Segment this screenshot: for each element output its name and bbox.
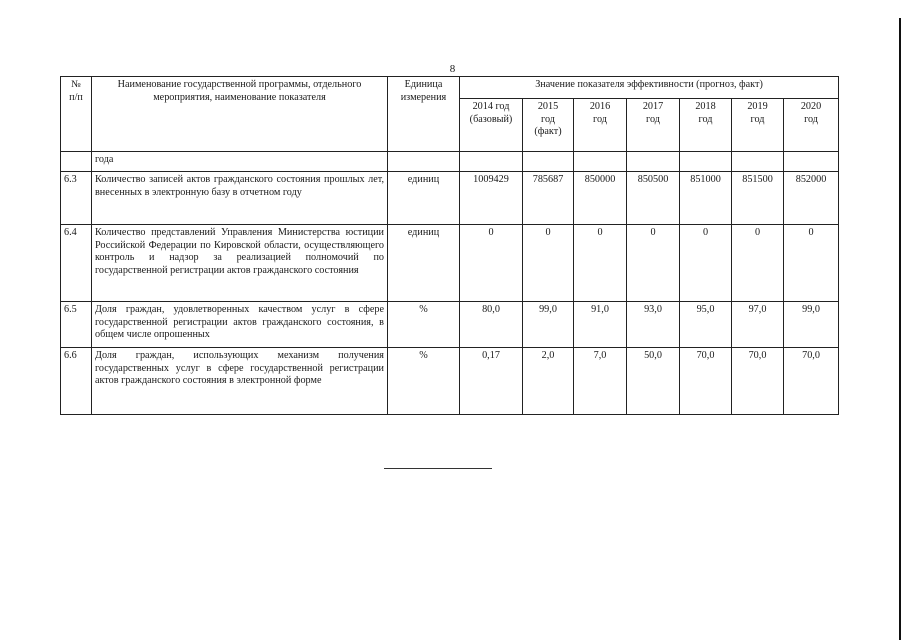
row-value: 785687 xyxy=(523,172,574,225)
row-value: 0,17 xyxy=(460,348,523,415)
header-year-2020: 2020 год xyxy=(784,99,839,152)
row-value xyxy=(627,152,680,172)
end-divider xyxy=(384,468,492,469)
row-value: 93,0 xyxy=(627,302,680,348)
row-value: 0 xyxy=(732,225,784,302)
scan-edge-line xyxy=(899,18,901,640)
row-value: 851000 xyxy=(680,172,732,225)
table-row xyxy=(61,152,839,172)
header-year-2015: 2015 год (факт) xyxy=(523,99,574,152)
row-value: 99,0 xyxy=(523,302,574,348)
row-value xyxy=(680,152,732,172)
row-value: 2,0 xyxy=(523,348,574,415)
row-value xyxy=(460,152,523,172)
row-name: Количество записей актов гражданского состояния прошлых лет, внесенных в электронную базу в отчетном году xyxy=(92,172,388,225)
table-row xyxy=(61,348,839,415)
row-value: 851500 xyxy=(732,172,784,225)
row-unit xyxy=(388,152,460,172)
header-unit: Единица измерения xyxy=(388,77,460,152)
row-value: 0 xyxy=(574,225,627,302)
row-unit: единиц xyxy=(388,172,460,225)
indicator-table xyxy=(60,76,839,415)
row-name: года xyxy=(92,152,388,172)
row-value: 7,0 xyxy=(574,348,627,415)
row-value: 850000 xyxy=(574,172,627,225)
row-value: 0 xyxy=(680,225,732,302)
row-value: 99,0 xyxy=(784,302,839,348)
header-year-2014: 2014 год (базовый) xyxy=(460,99,523,152)
row-name: Доля граждан, удовлетворенных качеством услуг в сфере государственной регистрации актов гражданского состояния, в общем числе опрошенных xyxy=(92,302,388,348)
row-value: 0 xyxy=(784,225,839,302)
row-value: 80,0 xyxy=(460,302,523,348)
header-values-group: Значение показателя эффективности (прогноз, факт) xyxy=(460,77,839,99)
row-value xyxy=(523,152,574,172)
row-unit: единиц xyxy=(388,225,460,302)
row-unit: % xyxy=(388,302,460,348)
row-number: 6.6 xyxy=(61,348,92,415)
table-row xyxy=(61,225,839,302)
row-value: 1009429 xyxy=(460,172,523,225)
row-value: 97,0 xyxy=(732,302,784,348)
row-name: Доля граждан, использующих механизм получения государственных услуг в сфере государственной регистрации актов гражданского состояния в электронной форме xyxy=(92,348,388,415)
row-value: 70,0 xyxy=(680,348,732,415)
header-name: Наименование государственной программы, отдельного мероприятия, наименование показателя xyxy=(92,77,388,152)
row-number: 6.4 xyxy=(61,225,92,302)
header-year-2017: 2017 год xyxy=(627,99,680,152)
row-value: 0 xyxy=(523,225,574,302)
row-number: 6.3 xyxy=(61,172,92,225)
row-number xyxy=(61,152,92,172)
row-name: Количество представлений Управления Министерства юстиции Российской Федерации по Кировской области, осуществляющего контроль и надзор за реализацией полномочий по государственной регистрации актов гражданского состояния xyxy=(92,225,388,302)
row-value xyxy=(784,152,839,172)
header-year-2018: 2018 год xyxy=(680,99,732,152)
row-value: 50,0 xyxy=(627,348,680,415)
row-number: 6.5 xyxy=(61,302,92,348)
row-unit: % xyxy=(388,348,460,415)
row-value: 0 xyxy=(460,225,523,302)
row-value xyxy=(574,152,627,172)
table-row xyxy=(61,172,839,225)
row-value: 70,0 xyxy=(784,348,839,415)
row-value: 91,0 xyxy=(574,302,627,348)
header-year-2016: 2016 год xyxy=(574,99,627,152)
row-value: 850500 xyxy=(627,172,680,225)
row-value xyxy=(732,152,784,172)
page-number: 8 xyxy=(449,63,456,75)
row-value: 852000 xyxy=(784,172,839,225)
row-value: 0 xyxy=(627,225,680,302)
row-value: 95,0 xyxy=(680,302,732,348)
table-row xyxy=(61,302,839,348)
header-number: № п/п xyxy=(61,77,92,152)
row-value: 70,0 xyxy=(732,348,784,415)
header-year-2019: 2019 год xyxy=(732,99,784,152)
